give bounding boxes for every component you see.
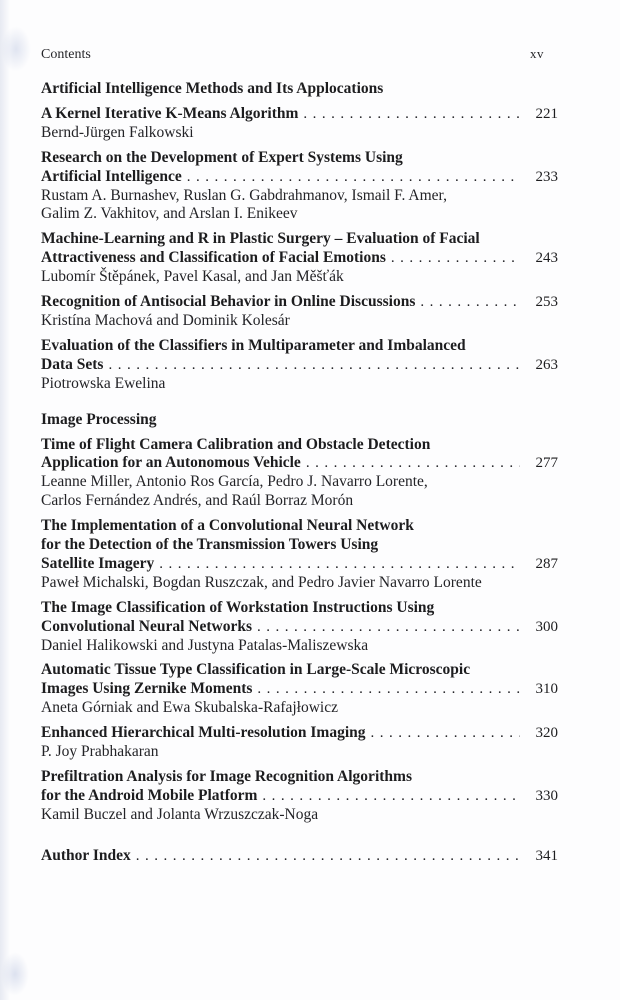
entry-title-row: [41, 293, 558, 312]
toc-entry: [41, 768, 558, 825]
entry-title-line: Machine-Learning and R in Plastic Surgery – Evaluation of Facial: [41, 230, 480, 248]
entry-title-line: Artificial Intelligence: [41, 167, 182, 185]
entry-title-line: Application for an Autonomous Vehicle: [41, 454, 301, 472]
entry-title-row: [41, 787, 558, 806]
entry-title-line: A Kernel Iterative K-Means Algorithm: [41, 104, 299, 122]
toc-entry: [41, 517, 558, 593]
section-heading: Image Processing: [41, 410, 157, 428]
entry-title-row: [41, 768, 558, 787]
entry-page-number: 320: [535, 725, 558, 742]
section-heading: Artificial Intelligence Methods and Its Applocations: [41, 80, 384, 97]
entry-authors-line: Leanne Miller, Antonio Ros García, Pedro J. Navarro Lorente,: [41, 473, 428, 491]
entry-title-row: [41, 555, 558, 574]
entry-title-row: [41, 105, 558, 124]
entry-title-line: The Image Classification of Workstation Instructions Using: [41, 598, 435, 616]
entry-title-line: for the Detection of the Transmission Towers Using: [41, 536, 379, 554]
toc-entry: [41, 724, 558, 762]
dot-leader: [136, 847, 520, 866]
entry-page-number: 233: [535, 168, 558, 185]
running-title: Contents: [41, 47, 91, 62]
dot-leader: [257, 618, 520, 637]
entry-title-line: Attractiveness and Classification of Facial Emotions: [41, 249, 386, 267]
entry-title-line: Author Index: [41, 846, 131, 864]
entry-title-row: [41, 249, 558, 268]
entry-title-line: Satellite Imagery: [41, 554, 155, 572]
toc-entry: [41, 847, 558, 866]
toc-section: [41, 80, 558, 394]
entry-page-number: 300: [535, 618, 558, 635]
entry-authors-line: Kamil Buczel and Jolanta Wrzuszczak-Noga: [41, 805, 319, 823]
toc-entry: [41, 105, 558, 143]
entry-authors-line: Piotrowska Ewelina: [41, 374, 166, 392]
entry-title-row: [41, 436, 558, 455]
entry-title-row: [41, 149, 558, 168]
page-number-roman: xv: [530, 46, 544, 61]
dot-leader: [371, 724, 520, 743]
entry-page-number: 253: [535, 294, 558, 311]
entry-page-number: 277: [535, 455, 558, 472]
entry-page-number: 287: [535, 555, 558, 572]
entry-title-row: [41, 168, 558, 187]
toc-section: [41, 411, 558, 825]
toc: [41, 80, 558, 866]
entry-authors-line: Paweł Michalski, Bogdan Ruszczak, and Pedro Javier Navarro Lorente: [41, 573, 482, 591]
page-header: [41, 46, 558, 63]
entry-title-row: [41, 599, 558, 618]
entry-authors-line: Daniel Halikowski and Justyna Patalas-Maliszewska: [41, 636, 369, 654]
dot-leader: [303, 105, 520, 124]
toc-entry: [41, 337, 558, 394]
entry-title-row: [41, 680, 558, 699]
entry-authors-line: Kristína Machová and Dominik Kolesár: [41, 311, 290, 329]
dot-leader: [420, 293, 520, 312]
entry-page-number: 330: [535, 787, 558, 804]
entry-title-row: [41, 517, 558, 536]
dot-leader: [187, 168, 520, 187]
entry-authors-line: Rustam A. Burnashev, Ruslan G. Gabdrahmanov, Ismail F. Amer,: [41, 186, 447, 204]
entry-title-line: Images Using Zernike Moments: [41, 680, 253, 698]
entry-authors-line: Carlos Fernández Andrés, and Raúl Borraz Morón: [41, 492, 354, 510]
entry-page-number: 341: [535, 847, 558, 864]
entry-title-row: [41, 724, 558, 743]
entry-authors-line: Lubomír Štěpánek, Pavel Kasal, and Jan Měšťák: [41, 268, 344, 286]
entry-title-row: [41, 356, 558, 375]
entry-authors-line: P. Joy Prabhakaran: [41, 743, 159, 761]
entry-authors-line: Galim Z. Vakhitov, and Arslan I. Enikeev: [41, 205, 298, 223]
entry-title-line: Enhanced Hierarchical Multi-resolution Imaging: [41, 724, 366, 742]
entry-title-line: Convolutional Neural Networks: [41, 617, 252, 635]
toc-entry: [41, 599, 558, 656]
entry-title-line: for the Android Mobile Platform: [41, 786, 258, 804]
dot-leader: [159, 555, 520, 574]
dot-leader: [257, 680, 520, 699]
entry-title-row: [41, 536, 558, 555]
entry-title-row: [41, 337, 558, 356]
entry-title-row: [41, 661, 558, 680]
toc-entry: [41, 293, 558, 331]
entry-page-number: 243: [535, 250, 558, 267]
entry-title-line: Research on the Development of Expert Systems Using: [41, 148, 403, 166]
dot-leader: [108, 356, 520, 375]
entry-title-row: [41, 454, 558, 473]
entry-authors-line: Aneta Górniak and Ewa Skubalska-Rafajłowicz: [41, 699, 338, 717]
entry-title-row: [41, 847, 558, 866]
toc-entry: [41, 661, 558, 718]
entry-title-line: Prefiltration Analysis for Image Recognition Algorithms: [41, 768, 412, 785]
dot-leader: [306, 454, 520, 473]
entry-title-line: The Implementation of a Convolutional Neural Network: [41, 517, 414, 535]
entry-page-number: 221: [535, 105, 558, 122]
scan-smudge-artifact: [1, 952, 29, 996]
entry-title-line: Time of Flight Camera Calibration and Obstacle Detection: [41, 435, 431, 453]
entry-title-line: Evaluation of the Classifiers in Multiparameter and Imbalanced: [41, 336, 466, 354]
entry-title-line: Recognition of Antisocial Behavior in Online Discussions: [41, 293, 416, 311]
entry-page-number: 310: [535, 681, 558, 698]
entry-title-line: Data Sets: [41, 355, 104, 373]
entry-page-number: 263: [535, 356, 558, 373]
dot-leader: [262, 787, 520, 806]
toc-entry: [41, 436, 558, 512]
entry-title-line: Automatic Tissue Type Classification in Large-Scale Microscopic: [41, 661, 471, 679]
entry-title-row: [41, 618, 558, 637]
dot-leader: [391, 249, 520, 268]
entry-authors-line: Bernd-Jürgen Falkowski: [41, 123, 194, 141]
toc-entry: [41, 230, 558, 287]
entry-title-row: [41, 230, 558, 249]
toc-entry: [41, 149, 558, 225]
